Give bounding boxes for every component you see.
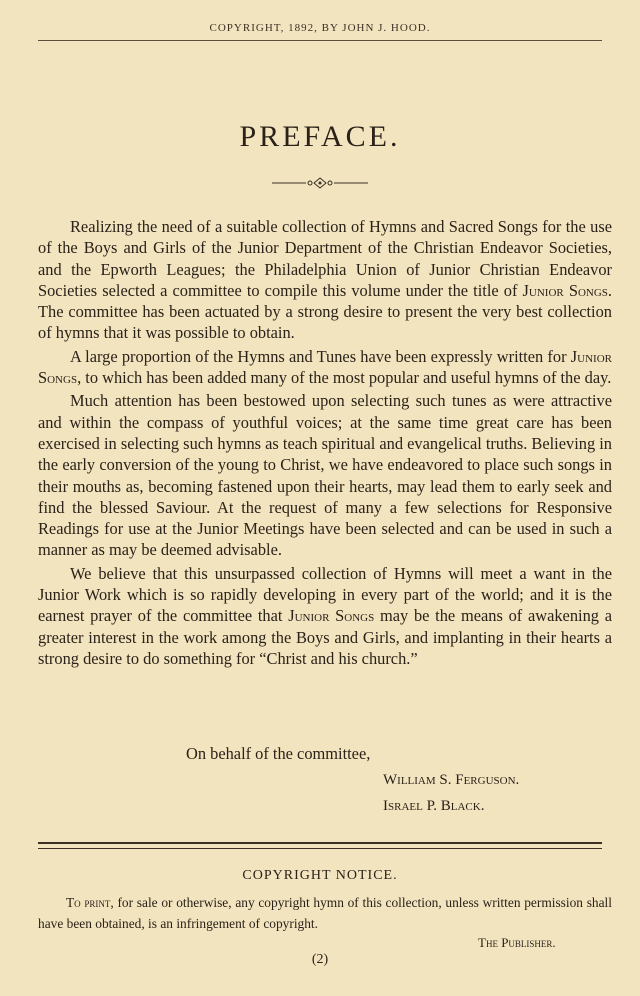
paragraph-1: Realizing the need of a suitable collection of Hymns and Sacred Songs for the use of the Boys and Girls of the Junior Department of the Christian Endeavor Societies, and the Epworth Leagues; the Philadelphia Union of Junior Christian Endeavor Societies selected a committee to compile this volume under the title of Junior Songs. The committee has been actuated by a strong desire to present the very best collection of hymns that it was possible to obtain. [38,217,613,343]
ornamental-divider-icon [270,176,370,190]
publisher-signature: The Publisher. [478,935,556,950]
signoff-line: On behalf of the committee, [186,744,371,763]
signature-ferguson: William S. Ferguson. [383,772,520,788]
page-title: PREFACE. [239,120,401,153]
paragraph-4: We believe that this unsurpassed collection of Hymns will meet a want in the Junior Work which is so rapidly developing in every part of the world; and it is the earnest prayer of the committee that Junior Songs may be the means of awakening a greater interest in the work among the Boys and Girls, and implanting in their hearts a strong desire to do something for “Christ and his church.” [38,563,612,668]
page-number: (2) [311,952,329,967]
section-double-rule [38,842,602,849]
signature-black: Israel P. Black. [383,798,485,814]
copyright-notice-title: COPYRIGHT NOTICE. [242,868,398,883]
paragraph-2: A large proportion of the Hymns and Tunes have been expressly written for Junior Songs, to which has been added many of the most popular and useful hymns of the day. [38,346,612,388]
copyright-notice-text: To print, for sale or otherwise, any copyright hymn of this collection, unless written permission shall have been obtained, is an infringement of copyright. [38,895,612,931]
paragraph-3: Much attention has been bestowed upon selecting such tunes as were attractive and within the compass of youthful voices; at the same time great care has been exercised in selecting such hymns as teach spiritual and evangelical truths. Believing in the early conversion of the young to Christ, we have endeavored to place such songs in their mouths as, becoming fastened upon their hearts, may lead them to early seek and find the blessed Saviour. At the request of many a few selections for Responsive Readings for use at the Junior Meetings have been selected and can be used in such a manner as may be deemed advisable. [38,391,612,560]
copyright-header: COPYRIGHT, 1892, BY JOHN J. HOOD. [209,22,431,34]
header-rule [38,40,602,41]
preface-body [38,216,612,671]
